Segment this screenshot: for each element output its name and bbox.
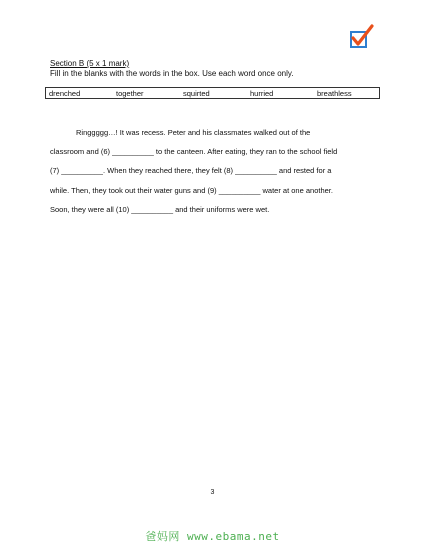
word-box-item: squirted: [183, 89, 210, 98]
passage-line: Soon, they were all (10) __________ and their uniforms were wet.: [50, 205, 270, 214]
watermark: 爸妈网 www.ebama.net: [145, 530, 280, 543]
word-box-item: hurried: [250, 89, 274, 98]
section-title: Section B (5 x 1 mark): [50, 59, 130, 68]
word-box-item: breathless: [317, 89, 352, 98]
passage-line: (7) __________. When they reached there, they felt (8) __________ and rested for a: [50, 166, 332, 175]
passage-line: Ringgggg…! It was recess. Peter and his classmates walked out of the: [76, 128, 311, 137]
word-box: [45, 87, 380, 99]
word-box-item: drenched: [49, 89, 81, 98]
passage-line: classroom and (6) __________ to the canteen. After eating, they ran to the school field: [50, 147, 338, 156]
page-number: 3: [210, 489, 215, 496]
word-box-item: together: [116, 89, 144, 98]
checkbox-check-icon: [348, 24, 374, 50]
passage-line: while. Then, they took out their water guns and (9) __________ water at one another.: [50, 186, 333, 195]
instruction-text: Fill in the blanks with the words in the box. Use each word once only.: [50, 69, 294, 78]
